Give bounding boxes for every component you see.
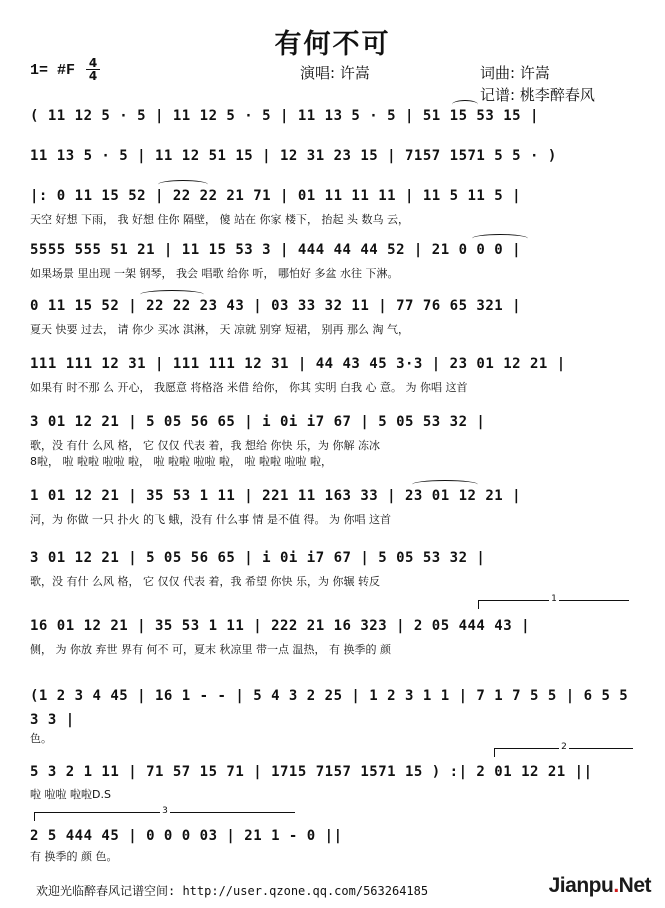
notes-line: 2 5 444 45 | 0 0 0 03 | 21 1 - 0 || (30, 828, 343, 844)
footer-credit: 欢迎光临醉春风记谱空间: http://user.qzone.qq.com/563264185 (36, 884, 429, 898)
volta-bracket: 2 (494, 748, 633, 757)
lyrics-line: 歌，没 有什 么风 格， 它 仅仅 代表 着，我 希望 你快 乐，为 你辗 转反 (30, 575, 380, 588)
lyrics-line-2: 8啦， 啦 啦啦 啦啦 啦， 啦 啦啦 啦啦 啦， 啦 啦啦 啦啦 啦， (30, 455, 332, 468)
notes-line: 3 01 12 21 | 5 05 56 65 | i 0i i7 67 | 5 05 53 32 | (30, 550, 486, 566)
volta-bracket: 3 (34, 812, 295, 821)
time-signature-bottom: 4 (88, 69, 98, 83)
transcriber-credit: 记谱: 桃李醉春风 (480, 86, 595, 104)
key-signature: 1= #F (30, 62, 76, 79)
notes-line: 5 3 2 1 11 | 71 57 15 71 | 1715 7157 1571 15 ) :| 2 01 12 21 || (30, 764, 593, 780)
score-row-12 (0, 742, 665, 832)
lyrics-line: 如果场景 里出现 一架 钢琴， 我会 唱歌 给你 听， 哪怕好 多盆 水往 下淋。 (30, 267, 399, 280)
tie-mark (158, 180, 208, 189)
notes-line: 1 01 12 21 | 35 53 1 11 | 221 11 163 33 | 23 01 12 21 | (30, 488, 522, 504)
notes-line: 5555 555 51 21 | 11 15 53 3 | 444 44 44 52 | 21 0 0 0 | (30, 242, 522, 258)
notes-line: (1 2 3 4 45 | 16 1 - - | 5 4 3 2 25 | 1 2 3 1 1 | 7 1 7 5 5 | 6 5 5 3 3 | (30, 688, 629, 728)
notes-line: ( 11 12 5 · 5 | 11 12 5 · 5 | 11 13 5 · 5 | 51 15 53 15 | (30, 108, 539, 124)
lyrics-line: 天空 好想 下雨， 我 好想 住你 隔壁， 傻 站在 你家 楼下， 抬起 头 数乌 云， (30, 213, 409, 226)
notes-line: 0 11 15 52 | 22 22 23 43 | 03 33 32 11 | 77 76 65 321 | (30, 298, 522, 314)
lyrics-line: 河，为 你做 一只 扑火 的飞 蛾，没有 什么事 情 是不值 得。 为 你唱 这首 (30, 513, 391, 526)
lyrics-line: 歌，没 有什 么风 格， 它 仅仅 代表 着，我 想给 你快 乐，为 你解 冻冰 (30, 439, 380, 452)
tie-mark (472, 234, 528, 243)
tie-mark (452, 100, 478, 109)
lyrics-line: 色。 (30, 732, 52, 745)
lyrics-line: 夏天 快要 过去， 请 你少 买冰 淇淋， 天 凉就 别穿 短裙， 别再 那么 淘 气， (30, 323, 409, 336)
lyrics-line: 侧， 为 你放 弃世 界有 何不 可，夏末 秋凉里 带一点 温热， 有 换季的 颜 (30, 643, 391, 656)
notes-line: 111 111 12 31 | 111 111 12 31 | 44 43 45 3·3 | 23 01 12 21 | (30, 356, 566, 372)
notes-line: 11 13 5 · 5 | 11 12 51 15 | 12 31 23 15 | 7157 1571 5 5 · ) (30, 148, 557, 164)
lyrics-line: 有 换季的 颜 色。 (30, 850, 118, 863)
notes-line: |: 0 11 15 52 | 22 22 21 71 | 01 11 11 11 | 11 5 11 5 | (30, 188, 522, 204)
score-row-7 (0, 412, 665, 482)
notes-line: 3 01 12 21 | 5 05 56 65 | i 0i i7 67 | 5 05 53 32 | (30, 414, 486, 430)
notes-line: 16 01 12 21 | 35 53 1 11 | 222 21 16 323 | 2 05 444 43 | (30, 618, 531, 634)
composer-credit: 词曲: 许嵩 (480, 64, 550, 82)
watermark-logo: Jianpu.Net (548, 874, 651, 897)
lyrics-line: 啦 啦啦 啦啦D.S (30, 788, 111, 801)
volta-bracket: 1 (478, 600, 629, 609)
score-row-10 (0, 594, 665, 686)
time-signature (86, 58, 100, 81)
tie-mark (412, 480, 478, 489)
lyrics-line: 如果有 时不那 么 开心， 我愿意 将格洛 米借 给你， 你其 实明 白我 心 意。 为 你唱 这首 (30, 381, 468, 394)
score-row-8 (0, 486, 665, 556)
singer-credit: 演唱: 许嵩 (300, 64, 370, 82)
time-signature-top: 4 (88, 56, 98, 70)
tie-mark (140, 290, 204, 299)
song-title: 有何不可 (274, 29, 391, 60)
